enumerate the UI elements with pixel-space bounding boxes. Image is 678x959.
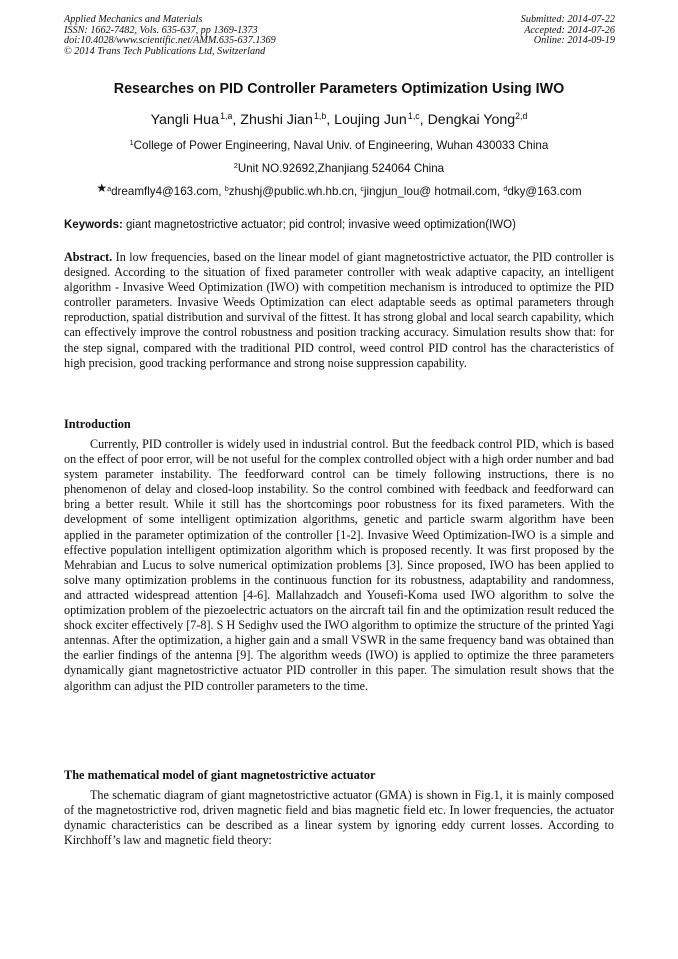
journal-copyright: © 2014 Trans Tech Publications Ltd, Switzerland bbox=[64, 46, 266, 58]
email-superscript: b bbox=[224, 184, 229, 194]
affiliation-text: Unit NO.92692,Zhanjiang 524064 China bbox=[237, 162, 445, 175]
email-superscript: d bbox=[503, 184, 508, 194]
affiliation-2 bbox=[30, 162, 648, 175]
submission-dates bbox=[521, 15, 615, 47]
abstract bbox=[64, 250, 614, 371]
journal-doi[interactable]: doi:10.4028/www.scientific.net/AMM.635-637.1369 bbox=[64, 35, 276, 47]
affiliation-text: College of Power Engineering, Naval Univ. of Engineering, Wuhan 430033 China bbox=[133, 139, 549, 152]
author-superscript: 1,c bbox=[407, 111, 420, 122]
author-superscript: 2,d bbox=[515, 111, 528, 122]
section-heading-model: The mathematical model of giant magnetostrictive actuator bbox=[64, 768, 376, 782]
section-body-introduction: Currently, PID controller is widely used in industrial control. But the feedback control PID, which is based on the effect of poor error, will be not useful for the complex controlled object with a high order number and bad system parameter instability. The feedforward control can be timely following instructions, there is no phenomenon of delay and closed-loop instability. So the control combined with feedback and feedforward can bring a better result. While it still has the shortcomings poor robustness for its fixed parameters. With the development of some intelligent optimization algorithms, genetic and particle swarm algorithm have been applied in the parameter optimization of the controller [1-2]. Invasive Weed Optimization-IWO is a simple and effective population intelligent optimization algorithm which is proposed recently. It was first proposed by the Mehrabian and Lucus to solve numerical optimization problems [3]. Since proposed, IWO has been applied to solve many optimization problems in the continuous function for its robustness, adaptability and randomness, and attracted widespread attention [4-6]. Mallahzadch and Yousefi-Koma used IWO algorithm to solve the optimization problem of the piezoelectric actuators on the aircraft tail fin and the optimization result reduced the shock exciter effectively [7-8]. S H Sedighv used the IWO algorithm to optimize the structure of the printed Yagi antennas. After the optimization, a higher gain and a small VSWR in the same frequency band was obtained than the earlier findings of the antenna [9]. The algorithm weeds (IWO) is applied to optimize the three parameters dynamically giant magnetostrictive actuator PID controller in this paper. The simulation result shows that the algorithm can adjust the PID controller parameters to the time. bbox=[64, 437, 614, 693]
abstract-text: In low frequencies, based on the linear model of giant magnetostrictive actuator, the PID controller is designed. According to the situation of fixed parameter controller with weak adaptive capacity, an intelligent algorithm - Invasive Weed Optimization (IWO) with competition mechanism is introduced to optimize the PID controller parameters. Invasive Weeds Optimization can elect adaptable seeds as optimal parameters through reproduction, spatial distribution and survival of the fittest. It has strong global and local search capability, which can effectively improve the control robustness and position tracking accuracy. Simulation results show that: for the step signal, compared with the traditional PID control, weed control PID control has the characteristics of high precision, good tracking performance and strong noise suppression capability. bbox=[64, 250, 614, 370]
author-name: Yangli Hua bbox=[150, 112, 219, 128]
author-list: Yangli Hua $^{1,a}$, Zhushi Jian $^{1,b}$, Loujing Jun $^{1,c}$, Dengkai Yong$^{2,d}$ bbox=[150, 111, 528, 128]
section-body-model: The schematic diagram of giant magnetostrictive actuator (GMA) is shown in Fig.1, it is mainly composed of the magnetostrictive rod, driven magnetic field and bias magnetic field etc. In lower frequencies, the actuator dynamic characteristics can be described as a linear system by ignoring eddy current losses. According to Kirchhoff’s law and magnetic field theory: bbox=[64, 788, 614, 848]
journal-name: Applied Mechanics and Materials bbox=[64, 14, 203, 25]
email-link[interactable]: jingjun_lou@ hotmail.com, bbox=[363, 185, 501, 198]
keywords-label: Keywords: bbox=[64, 219, 123, 231]
journal-info bbox=[64, 15, 276, 58]
keywords bbox=[64, 219, 616, 231]
abstract-label: Abstract. bbox=[64, 250, 113, 264]
email-link[interactable]: dky@163.com bbox=[507, 185, 582, 198]
email-link[interactable]: zhushj@public.wh.hb.cn, bbox=[228, 185, 358, 198]
author-name: Zhushi Jian bbox=[240, 112, 313, 128]
author-name: Loujing Jun bbox=[334, 112, 407, 128]
email-superscript: a bbox=[107, 184, 112, 194]
affiliation-superscript: 2 bbox=[233, 161, 238, 171]
affiliation-superscript: 1 bbox=[129, 138, 134, 148]
paper-title: Researches on PID Controller Parameters Optimization Using IWO bbox=[113, 81, 565, 97]
author-emails bbox=[30, 181, 648, 198]
email-link[interactable]: dreamfly4@163.com, bbox=[111, 185, 222, 198]
online-date: Online: 2014-09-19 bbox=[533, 35, 615, 47]
author-superscript: 1,b bbox=[314, 111, 327, 122]
accepted-date: Accepted: 2014-07-26 bbox=[524, 24, 615, 36]
author-superscript: 1,a bbox=[220, 111, 233, 122]
email-superscript: c bbox=[360, 184, 364, 194]
star-icon: ★ bbox=[96, 181, 108, 195]
author-name: Dengkai Yong bbox=[427, 112, 516, 128]
journal-issn: ISSN: 1662-7482, Vols. 635-637, pp 1369-1373 bbox=[64, 24, 258, 36]
keywords-text: giant magnetostrictive actuator; pid control; invasive weed optimization(IWO) bbox=[126, 219, 516, 231]
section-heading-introduction: Introduction bbox=[64, 417, 131, 431]
submitted-date: Submitted: 2014-07-22 bbox=[520, 14, 615, 25]
affiliation-1 bbox=[30, 139, 648, 152]
